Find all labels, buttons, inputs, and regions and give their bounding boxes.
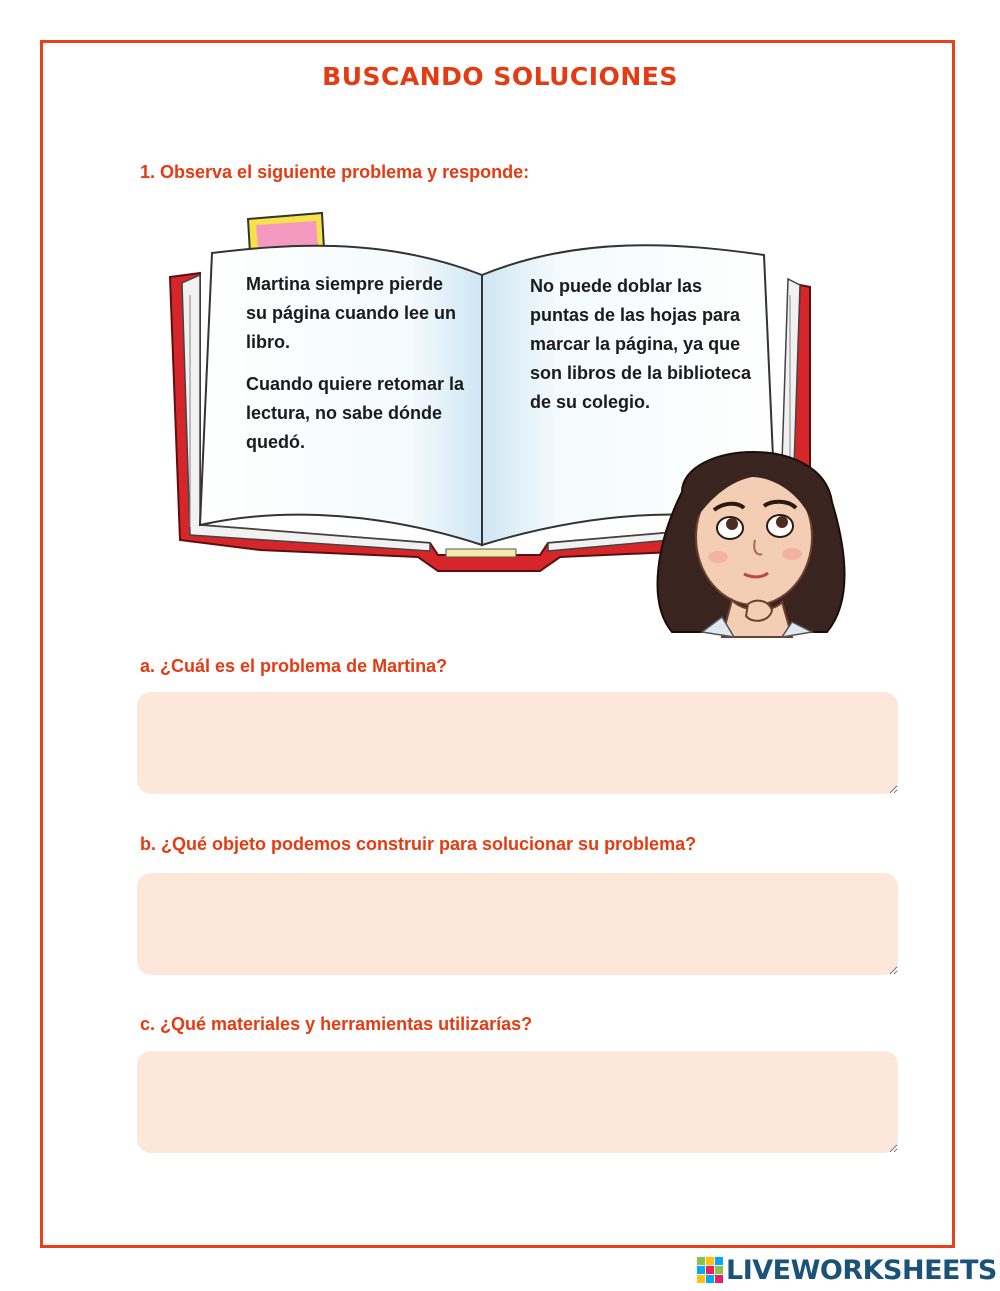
question-1-instruction: 1. Observa el siguiente problema y responde:: [140, 162, 530, 182]
book-left-paragraph-1: Martina siempre pierde su página cuando lee un libro.: [246, 274, 457, 352]
liveworksheets-logo-icon: [697, 1257, 723, 1283]
worksheet-title: BUSCANDO SOLUCIONES: [322, 62, 678, 91]
liveworksheets-wordmark: LIVEWORKSHEETS: [726, 1254, 997, 1286]
question-a: a. ¿Cuál es el problema de Martina?: [140, 656, 448, 676]
answer-field-c[interactable]: [137, 1051, 898, 1153]
liveworksheets-brand[interactable]: [697, 1254, 997, 1286]
book-right-paragraph: No puede doblar las puntas de las hojas para marcar la página, ya que son libros de la biblioteca de su colegio.: [530, 276, 752, 412]
book-left-paragraph-2: Cuando quiere retomar la lectura, no sabe dónde quedó.: [246, 374, 465, 452]
answer-field-b[interactable]: [137, 873, 898, 975]
thinking-girl-avatar: [652, 432, 852, 642]
question-c: c. ¿Qué materiales y herramientas utilizarías?: [140, 1014, 533, 1034]
answer-field-a[interactable]: [137, 692, 898, 794]
question-b: b. ¿Qué objeto podemos construir para solucionar su problema?: [140, 834, 697, 854]
